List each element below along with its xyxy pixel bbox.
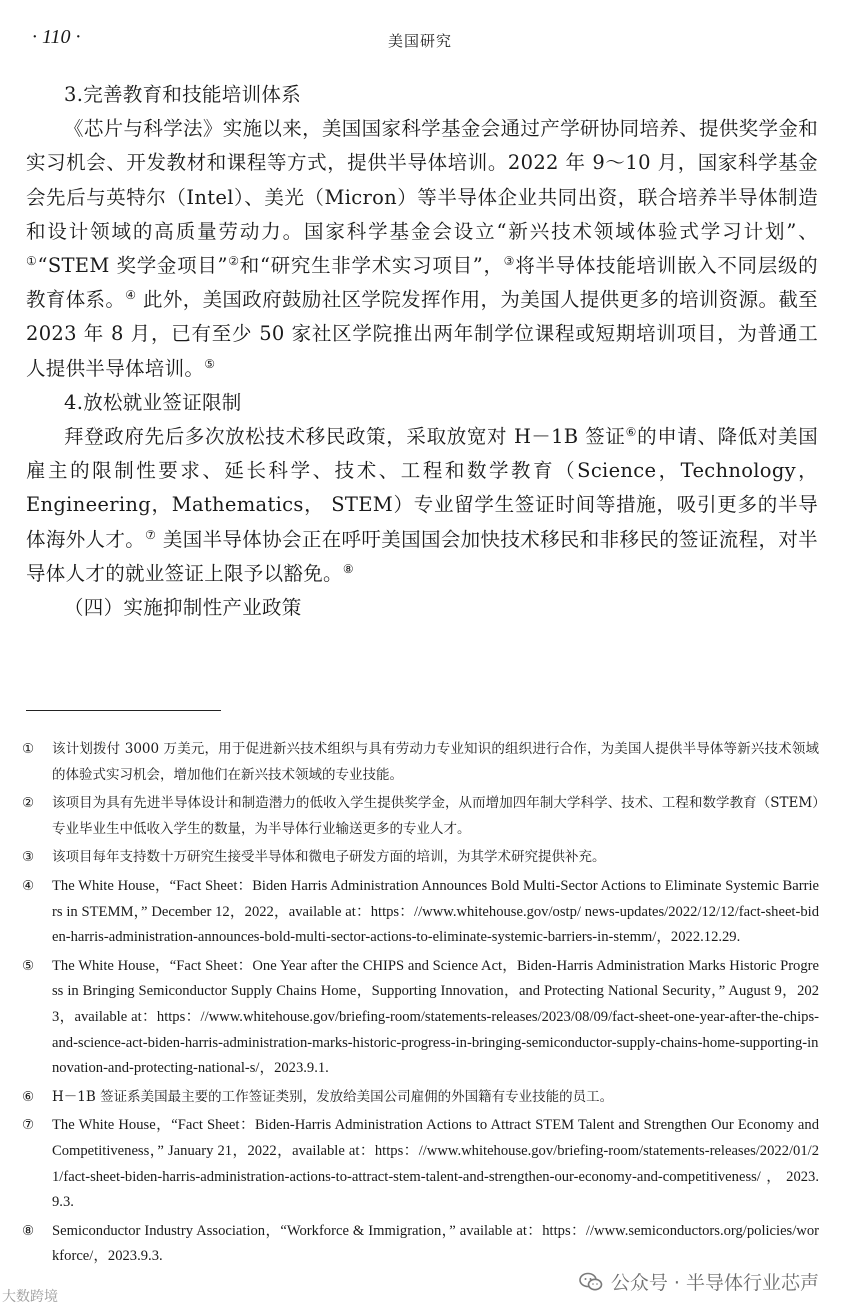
footnote-ref-1[interactable]: ① (26, 253, 38, 268)
watermark-right (579, 1268, 819, 1295)
footnote-ref-7[interactable]: ⑦ (145, 527, 157, 542)
footnote-ref-2[interactable]: ② (227, 253, 240, 268)
journal-title: 美国研究 (388, 32, 453, 50)
footnote-ref-6[interactable]: ⑥ (625, 424, 638, 439)
subheading-education: 3.完善教育和技能培训体系 (64, 83, 302, 106)
footnote-ref-8[interactable]: ⑧ (342, 561, 354, 576)
footnote-6: ⑥ H－1B 签证系美国最主要的工作签证类别，发放给美国公司雇佣的外国籍有专业技能的员工。 (22, 1088, 614, 1105)
page-number: · 110 · (32, 26, 81, 48)
footnote-ref-4[interactable]: ④ (125, 287, 137, 302)
section-heading: （四）实施抑制性产业政策 (64, 596, 302, 620)
watermark-right-text: 公众号 · 半导体行业芯声 (610, 1272, 819, 1294)
paragraph-visa: 拜登政府先后多次放松技术移民政策，采取放宽对 H－1B 签证⑥的申请、降低对美国雇主的限制性要求、延长科学、技术、工程和数学教育（Science，Technology，Engineering，Mathematics， STEM）专业留学生签证时间等措施，吸引更多的半导体海外人才。⑦ 美国半导体协会正在呼吁美国国会加快技术移民和非移民的签证流程，对半导体人才的就业签证上限予以豁免。⑧ (26, 424, 819, 585)
wechat-icon (579, 1272, 603, 1292)
watermark-left: 大数跨境 (2, 1289, 58, 1305)
footnote-2: ② 该项目为具有先进半导体设计和制造潜力的低收入学生提供奖学金，从而增加四年制大学科学、技术、工程和数学教育（STEM）专业毕业生中低收入学生的数量，为半导体行业输送更多的专业人才。 (22, 795, 819, 837)
main-body (26, 78, 818, 625)
paragraph-education: 《芯片与科学法》实施以来，美国国家科学基金会通过产学研协同培养、提供奖学金和实习机会、开发教材和课程等方式，提供半导体培训。2022 年 9～10 月，国家科学基金会先后与英特尔（Intel）、美光（Micron）等半导体企业共同出资，联合培养半导体制造和设计领域的高质量劳动力。国家科学基金会设立“新兴技术领域体验式学习计划”、①“STEM 奖学金项目”②和“研究生非学术实习项目”，③将半导体技能培训嵌入不同层级的教育体系。④ 此外，美国政府鼓励社区学院发挥作用，为美国人提供更多的培训资源。截至 2023 年 8 月，已有至少 50 家社区学院推出两年制学位课程或短期培训项目，为普通工人提供半导体培训。⑤ (26, 117, 818, 380)
footnotes (22, 737, 819, 1273)
subheading-visa: 4.放松就业签证限制 (64, 390, 242, 414)
footnote-ref-3[interactable]: ③ (503, 253, 516, 268)
footnote-7: ⑦ The White House，“Fact Sheet：Biden-Harris Administration Actions to Attract STEM Talent and Strengthen Our Economy and Competitiveness，” January 21，2022，available at：https：//www.whitehouse.gov/briefing-room/statements-releases/2022/01/21/fact-sheet-biden-harris-administration-actions-to-attract-stem-talent-and-strengthen-our-economy-and-competitiveness/，2023.9.3. (22, 1117, 819, 1211)
footnote-5: ⑤ The White House，“Fact Sheet：One Year after the CHIPS and Science Act，Biden-Harris Administration Marks Historic Progress in Bringing Semiconductor Supply Chains Home，Supporting Innovation，and Protecting National Security，” August 9，2023，available at：https：//www.whitehouse.gov/briefing-room/statements-releases/2023/08/09/fact-sheet-one-year-after-the-chips-and-science-act-biden-harris-administration-marks-historic-progress-in-bringing-semiconductor-supply-chains-home-supporting-innovation-and-protecting-national-s/，2023.9.1. (22, 957, 819, 1077)
footnote-divider (26, 710, 221, 711)
footnote-1: ① 该计划拨付 3000 万美元，用于促进新兴技术组织与具有劳动力专业知识的组织进行合作，为美国人提供半导体等新兴技术领域的体验式实习机会，增加他们在新兴技术领域的专业技能。 (22, 741, 819, 783)
footnote-8: ⑧ Semiconductor Industry Association，“Workforce & Immigration，” available at：https：//www.semiconductors.org/policies/workforce/，2023.9.3. (22, 1222, 819, 1265)
footnote-ref-5[interactable]: ⑤ (204, 356, 216, 371)
footnote-3: ③ 该项目每年支持数十万研究生接受半导体和微电子研发方面的培训，为其学术研究提供补充。 (22, 849, 606, 866)
footnote-4: ④ The White House，“Fact Sheet：Biden Harris Administration Announces Bold Multi-Sector Actions to Eliminate Systemic Barriers in STEMM，” December 12，2022，available at：https：//www.whitehouse.gov/ostp/ news-updates/2022/12/12/fact-sheet-biden-harris-administration-announces-bold-multi-sector-actions-to-eliminate-systemic-barriers-in-stemm/，2022.12.29. (22, 877, 819, 946)
